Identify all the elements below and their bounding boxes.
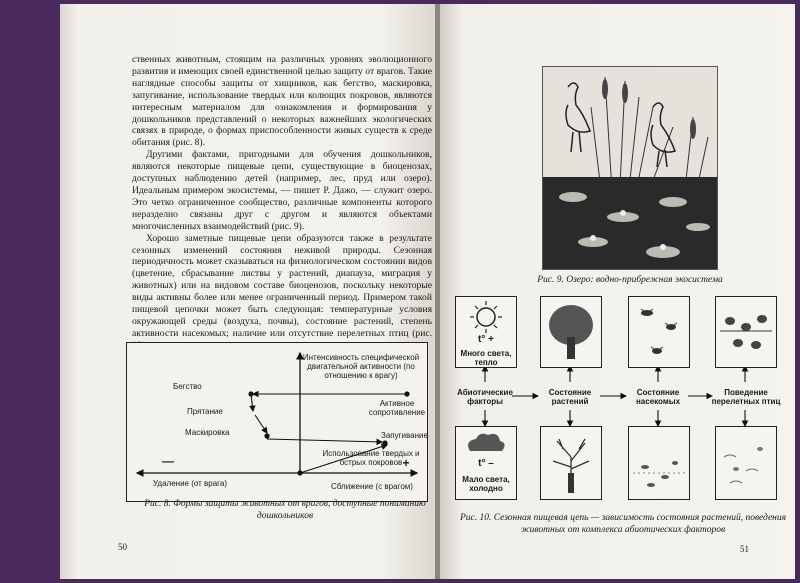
cold-temp: t° –: [478, 458, 494, 469]
left-page: [60, 4, 438, 579]
figure-10-caption: Рис. 10. Сезонная пищевая цепь — зависимость состояния растений, поведения животных от комплекса абиотических факторов: [459, 513, 787, 535]
figure-10-diagram: [440, 292, 795, 512]
left-page-text: [132, 54, 432, 352]
warm-temp: t° +: [478, 334, 494, 345]
box-birds-present: [715, 296, 777, 368]
label-flight: Бегство: [173, 382, 202, 391]
label-hiding: Прятание: [187, 407, 223, 416]
page-number: 51: [740, 544, 749, 554]
cold-label: Мало света, холодно: [462, 475, 510, 493]
box-tree-summer: [540, 296, 602, 368]
box-cold-factors: [455, 426, 517, 500]
figure-9-caption: Рис. 9. Озеро: водно-прибрежная экосистема: [537, 275, 723, 285]
label-plants: Состояние растений: [548, 388, 592, 406]
label-birds: Поведение перелетных птиц: [711, 388, 781, 406]
label-hard-covers: Использование твердых и острых покровов: [322, 449, 420, 467]
label-threat: Запугивание: [381, 431, 428, 440]
warm-label: Много света, тепло: [460, 349, 512, 367]
box-insects-dormant: [628, 426, 690, 500]
right-page: [440, 4, 795, 579]
figure-8-diagram: [126, 342, 428, 502]
x-axis-right-label: Сближение (с врагом): [331, 482, 413, 491]
label-camouflage: Маскировка: [185, 428, 230, 437]
box-warm-factors: [455, 296, 517, 368]
paragraph: Другими фактами, пригодными для обучения дошкольников, являются некоторые пищевые цепи, существующие в биоценозах, доступных наблюдению детей (например, лес, пруд или озеро). Идеальным примером экосистемы, — пишет Р. Дажо, — служит озеро. Это четко ограниченное сообщество, различные компоненты которого неразделно связаны друг с другом и являются объектами многочисленных взаимодействий (рис. 9).: [132, 149, 432, 232]
x-axis-left-label: Удаление (от врага): [152, 479, 228, 488]
minus-sign: —: [162, 454, 174, 468]
lake-ecosystem-illustration: [542, 66, 718, 270]
label-active-resistance: Активное сопротивление: [368, 399, 426, 417]
open-book: [60, 4, 795, 579]
box-insects-active: [628, 296, 690, 368]
plus-sign: +: [402, 456, 410, 470]
paragraph: ственных животным, стоящим на различных уровнях эволюционного развития и имеющих своей единственной целью защиту от врагов. Такие наглядные способы защиты от хищников, как бегство, маскировка, запугивание, использование твердых или колющих покровов, являются интересным материалом для ознакомления и формирования у дошкольников представлений о некоторых важнейших экологических связях в природе, о формах приспособленности живых существ к среде обитания (рис. 8).: [132, 54, 432, 149]
page-number: 50: [118, 542, 127, 552]
paragraph: Хорошо заметные пищевые цепи образуются также в результате сезонных изменений состояния неживой природы. Сезонная периодичность может сказываться на физиологическом состоянии видов (цветение, сбрасывание листвы у растений, диапауза, миграция у животных) или на видовом составе биоценозов, поскольку некоторые виды активны более или менее ограниченный период. Примером такой пищевой цепочки может быть следующая: температурные условия окружающей среды (воздуха, почвы), состояние растений, степень активности насекомых; наличие или отсутствие перелетных птиц (рис.: [132, 232, 432, 339]
box-tree-winter: [540, 426, 602, 500]
label-abiotic: Абиотические факторы: [457, 388, 513, 406]
box-birds-absent: [715, 426, 777, 500]
figure-8-caption: Рис. 8. Формы защиты животных от врагов, доступные пониманию дошкольников: [144, 499, 426, 521]
label-insects: Состояние насекомых: [635, 388, 681, 406]
y-axis-label: Интенсивность специфической двигательной активности (по отношению к врагу): [302, 353, 420, 380]
